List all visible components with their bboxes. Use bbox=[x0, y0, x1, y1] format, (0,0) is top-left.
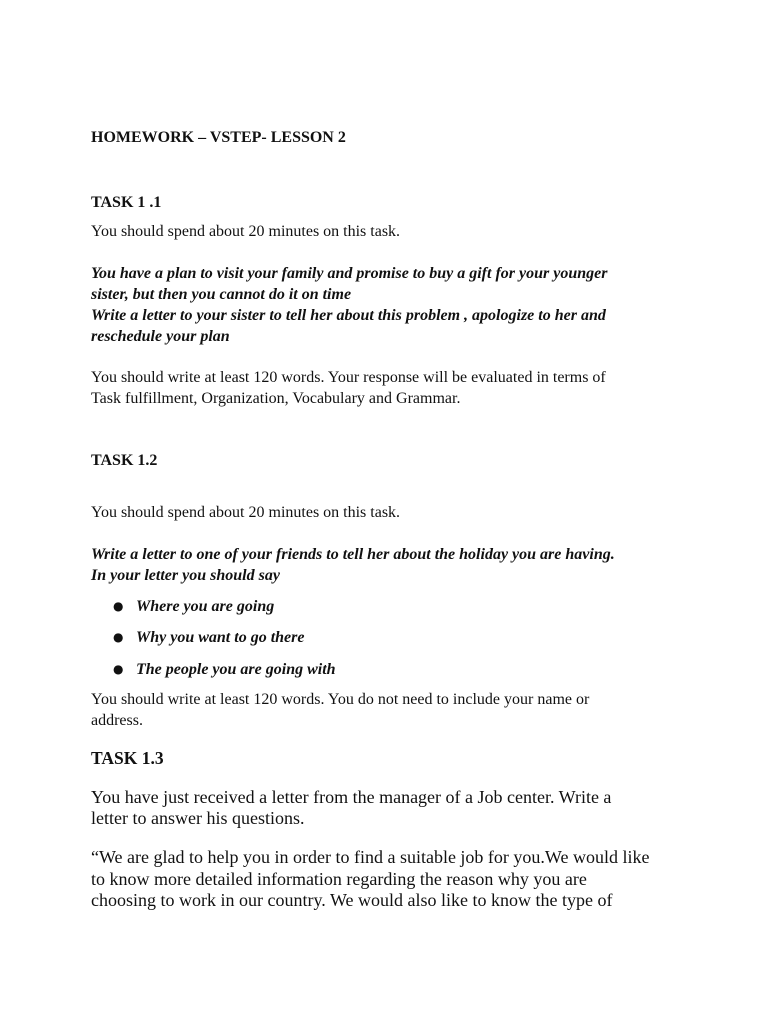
bullet-icon: ● bbox=[113, 599, 124, 613]
task-1-2-prompt-line-1: Write a letter to one of your friends to tell her about the holiday you are having. bbox=[91, 546, 615, 563]
bullet-icon: ● bbox=[113, 630, 124, 644]
task-1-1-time-note: You should spend about 20 minutes on this task. bbox=[91, 223, 401, 240]
task-1-1-prompt-line-3: Write a letter to your sister to tell her about this problem , apologize to her and bbox=[91, 307, 606, 324]
bullet-icon: ● bbox=[113, 662, 124, 676]
task-1-3-quote-line-3: choosing to work in our country. We would also like to know the type of bbox=[91, 890, 613, 910]
task-1-3-quote-line-1: “We are glad to help you in order to find a suitable job for you.We would like bbox=[91, 847, 650, 867]
bullet-text: Where you are going bbox=[136, 598, 275, 615]
bullet-text: Why you want to go there bbox=[136, 629, 305, 646]
task-1-3-quote-line-2: to know more detailed information regarding the reason why you are bbox=[91, 869, 587, 889]
document-title: HOMEWORK – VSTEP- LESSON 2 bbox=[91, 129, 346, 146]
task-1-2-time-note: You should spend about 20 minutes on this task. bbox=[91, 504, 401, 521]
task-1-2-prompt-line-2: In your letter you should say bbox=[91, 567, 280, 584]
task-1-1-heading: TASK 1 .1 bbox=[91, 194, 162, 211]
task-1-1-prompt-line-1: You have a plan to visit your family and promise to buy a gift for your younger bbox=[91, 265, 608, 282]
task-1-2-words-line-1: You should write at least 120 words. You do not need to include your name or bbox=[91, 691, 590, 708]
task-1-1-prompt-line-2: sister, but then you cannot do it on time bbox=[91, 286, 352, 303]
task-1-1-words-line-2: Task fulfillment, Organization, Vocabulary and Grammar. bbox=[91, 390, 461, 407]
task-1-3-intro-line-2: letter to answer his questions. bbox=[91, 808, 305, 828]
task-1-3-intro-line-1: You have just received a letter from the manager of a Job center. Write a bbox=[91, 787, 612, 807]
task-1-2-heading: TASK 1.2 bbox=[91, 452, 158, 469]
task-1-2-words-line-2: address. bbox=[91, 712, 143, 729]
task-1-1-words-line-1: You should write at least 120 words. Your response will be evaluated in terms of bbox=[91, 369, 606, 386]
task-1-3-heading: TASK 1.3 bbox=[91, 748, 164, 768]
task-1-1-prompt-line-4: reschedule your plan bbox=[91, 328, 230, 345]
bullet-text: The people you are going with bbox=[136, 661, 336, 678]
